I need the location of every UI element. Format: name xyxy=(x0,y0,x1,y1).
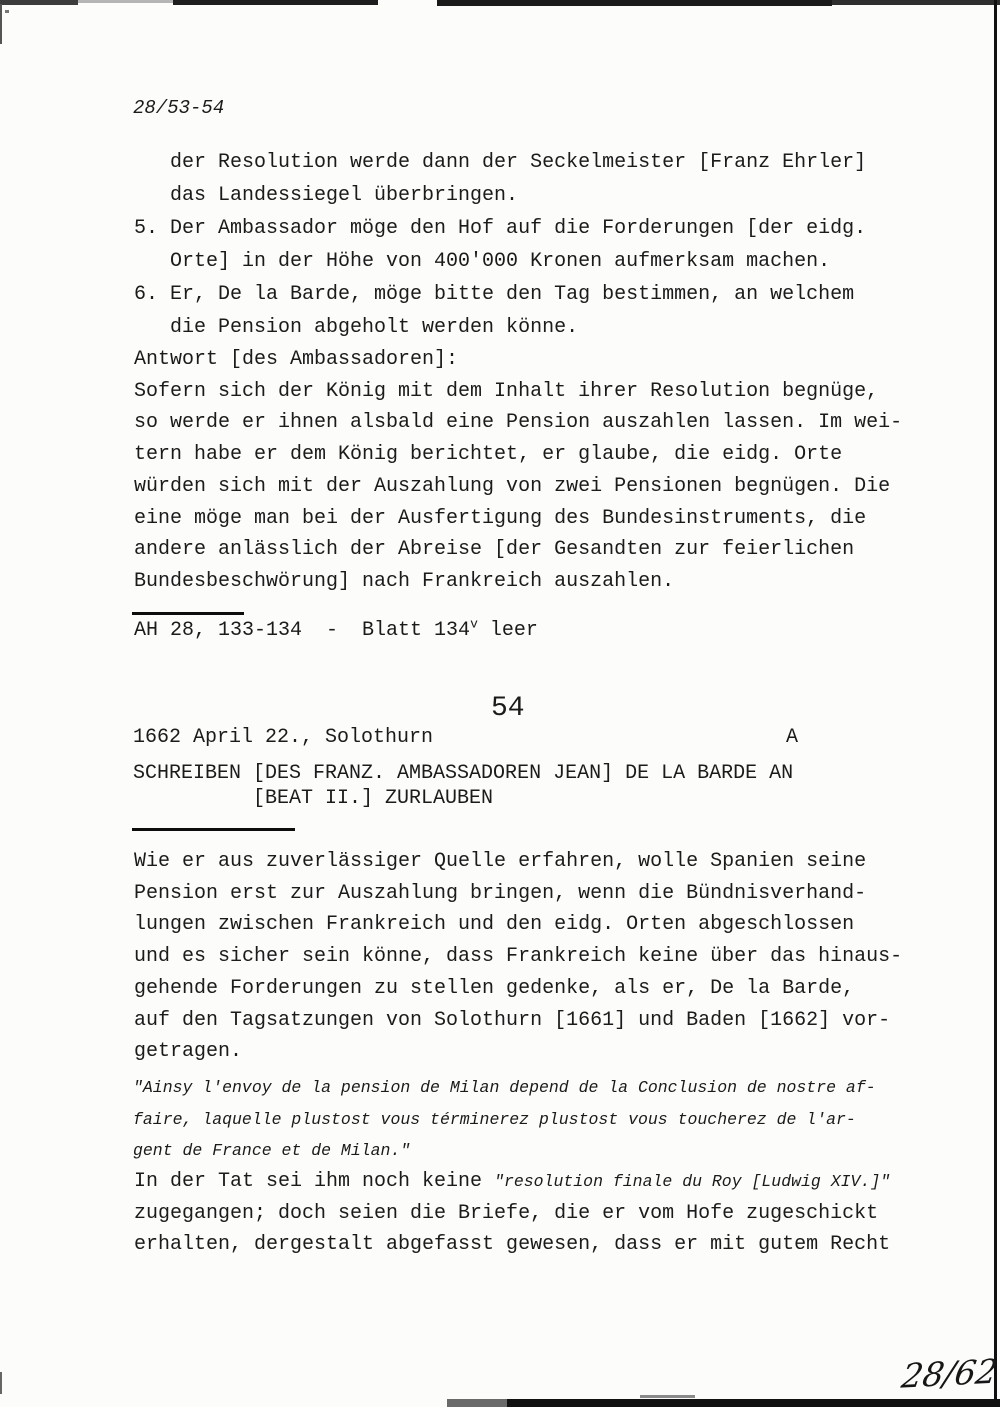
source-divider-line xyxy=(132,612,244,615)
source-reference-superscript: v xyxy=(470,616,478,632)
text-line: der Resolution werde dann der Seckelmeister [Franz Ehrler] xyxy=(134,151,867,174)
handwritten-folio-annotation: 28/62 xyxy=(898,1351,1000,1396)
dateline: 1662 April 22., Solothurn xyxy=(133,726,434,749)
text-line: andere anlässlich der Abreise [der Gesandten zur feierlichen xyxy=(134,538,855,562)
text-line: auf den Tagsatzungen von Solothurn [1661] und Baden [1662] vor- xyxy=(134,1008,891,1032)
scan-artifact-bottom-edge xyxy=(447,1399,1000,1407)
scan-artifact-left-edge xyxy=(5,10,9,13)
text-line xyxy=(134,1166,890,1198)
document-title xyxy=(133,762,793,811)
quote-line: "Ainsy l'envoy de la pension de Milan depend de la Conclusion de nostre af- xyxy=(133,1078,876,1097)
folio-number: 28/53-54 xyxy=(133,97,225,119)
scan-artifact-top-edge xyxy=(0,0,78,5)
text-line: eine möge man bei der Ausfertigung des Bundesinstruments, die xyxy=(134,506,867,530)
text-line: das Landessiegel überbringen. xyxy=(134,184,519,207)
french-quotation xyxy=(133,1072,876,1167)
entry-number: 54 xyxy=(491,693,525,724)
source-reference xyxy=(134,616,538,642)
mixed-line-roman: In der Tat sei ihm noch keine xyxy=(134,1170,495,1193)
siglum: A xyxy=(786,726,799,749)
title-line: [BEAT II.] ZURLAUBEN xyxy=(133,786,494,810)
scan-artifact-bottom-edge xyxy=(640,1395,695,1398)
quote-line: faire, laquelle plustost vous términerez plustost vous toucherez de l'ar- xyxy=(133,1109,856,1129)
scan-artifact-bottom-edge xyxy=(447,1399,507,1407)
scan-artifact-top-edge xyxy=(437,0,832,6)
text-line: Orte] in der Höhe von 400'000 Kronen aufmerksam machen. xyxy=(134,250,831,273)
text-line: würden sich mit der Auszahlung von zwei Pensionen begnügen. Die xyxy=(134,474,891,498)
source-reference-text: AH 28, 133-134 - Blatt 134 xyxy=(134,619,471,642)
quote-line: gent de France et de Milan." xyxy=(133,1141,411,1160)
text-line: zugegangen; doch seien die Briefe, die er vom Hofe zugeschickt xyxy=(134,1201,879,1225)
text-line: die Pension abgeholt werden könne. xyxy=(134,316,579,339)
text-line: getragen. xyxy=(134,1040,243,1064)
text-line: Wie er aus zuverlässiger Quelle erfahren, wolle Spanien seine xyxy=(134,850,867,873)
scan-artifact-top-edge xyxy=(173,0,378,5)
entry-53-items xyxy=(134,146,866,344)
source-reference-tail: leer xyxy=(477,619,538,642)
text-line: Sofern sich der König mit dem Inhalt ihrer Resolution begnüge, xyxy=(134,379,879,403)
entry-54-closing-paragraph xyxy=(134,1166,890,1261)
scan-artifact-right-edge xyxy=(994,0,997,1407)
scan-artifact-left-edge xyxy=(0,4,2,44)
text-line: Bundesbeschwörung] nach Frankreich auszahlen. xyxy=(134,569,675,593)
entry-53-answer-paragraph xyxy=(134,344,902,598)
text-line: Pension erst zur Auszahlung bringen, wenn die Bündnisverhand- xyxy=(134,881,867,905)
text-line: Antwort [des Ambassadoren]: xyxy=(134,348,459,371)
scan-artifact-top-edge xyxy=(832,0,1000,5)
text-line: 5. Der Ambassador möge den Hof auf die Forderungen [der eidg. xyxy=(134,217,867,240)
title-line: SCHREIBEN [DES FRANZ. AMBASSADOREN JEAN] DE LA BARDE AN xyxy=(133,762,794,785)
text-line: und es sicher sein könne, dass Frankreich keine über das hinaus- xyxy=(134,945,903,969)
scan-artifact-left-edge xyxy=(0,1372,2,1394)
text-line: 6. Er, De la Barde, möge bitte den Tag bestimmen, an welchem xyxy=(134,283,855,306)
entry-54-body-paragraph xyxy=(134,846,902,1068)
text-line: lungen zwischen Frankreich und den eidg. Orten abgeschlossen xyxy=(134,913,855,937)
text-line: tern habe er dem König berichtet, er glaube, die eidg. Orte xyxy=(134,443,843,467)
scan-artifact-top-edge xyxy=(78,0,173,3)
title-divider-line xyxy=(132,828,295,831)
mixed-line-italic-quote: "resolution finale du Roy [Ludwig XIV.]" xyxy=(494,1172,891,1191)
text-line: erhalten, dergestalt abgefasst gewesen, dass er mit gutem Recht xyxy=(134,1233,891,1257)
text-line: so werde er ihnen alsbald eine Pension auszahlen lassen. Im wei- xyxy=(134,411,903,435)
text-line: gehende Forderungen zu stellen gedenke, als er, De la Barde, xyxy=(134,976,855,1000)
